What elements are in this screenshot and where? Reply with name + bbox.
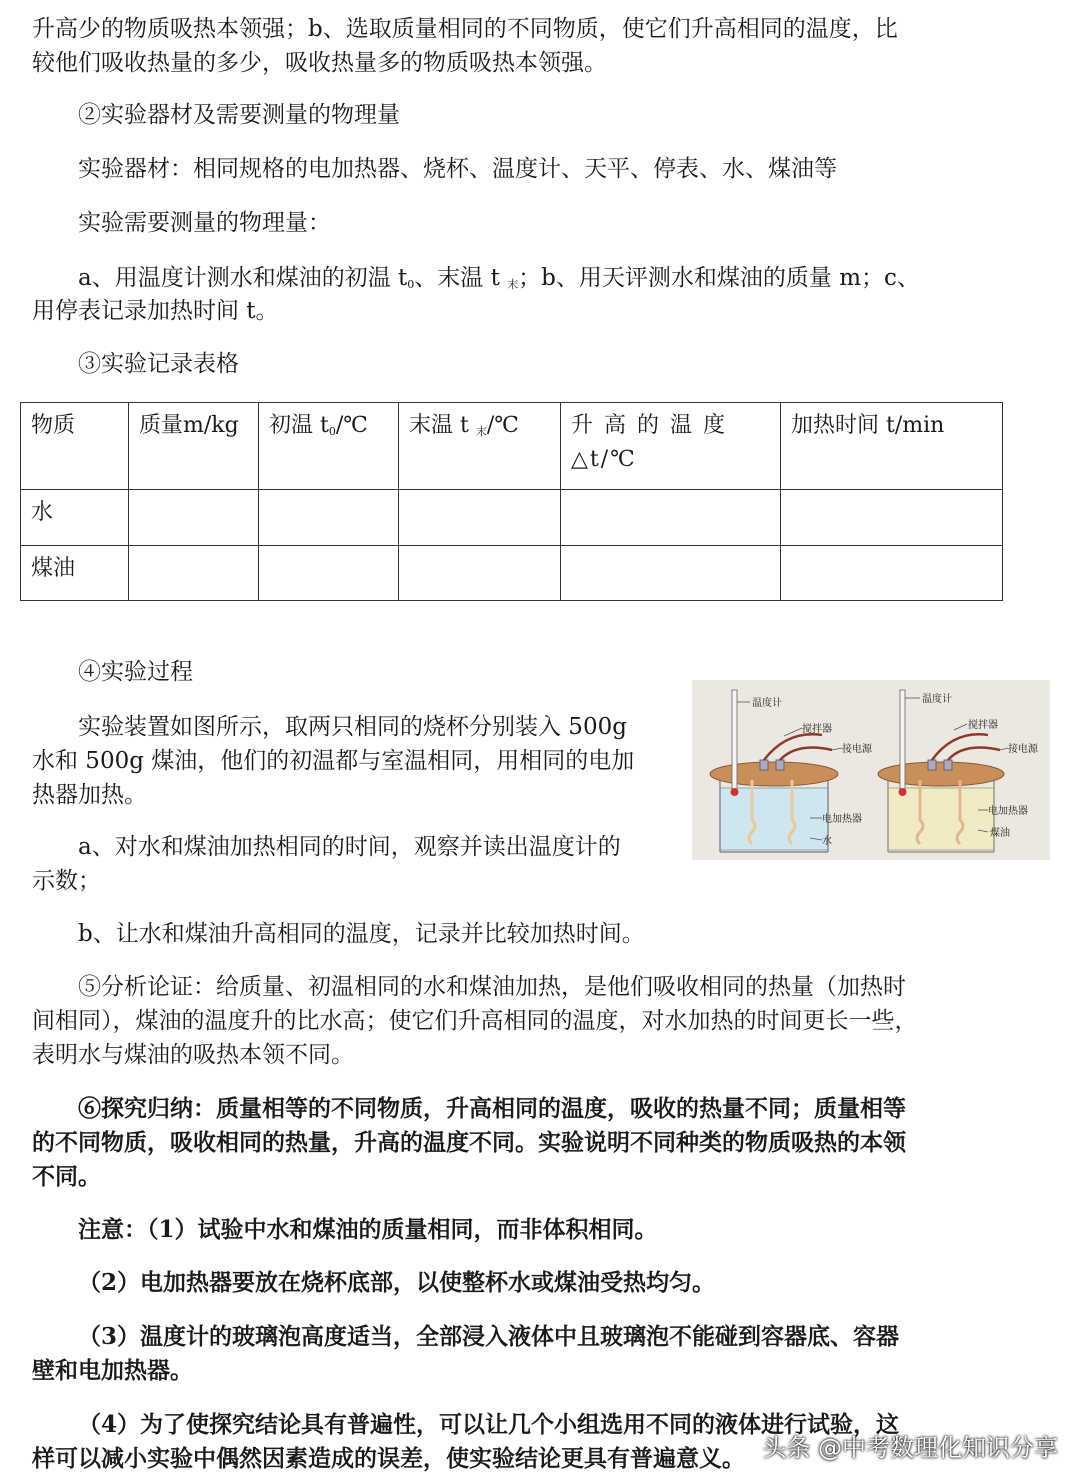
note-line: （2）电加热器要放在烧杯底部，以使整杯水或煤油受热均匀。 — [78, 1269, 716, 1296]
table-cell: 水 — [21, 490, 129, 546]
table-header-cell: 物质 — [21, 403, 129, 490]
table-cell — [399, 546, 561, 601]
table-header-cell: 加热时间 t/min — [781, 403, 1003, 490]
label-kerosene: 煤油 — [990, 828, 1010, 839]
text-line: 水和 500g 煤油，他们的初温都与室温相同，用相同的电加 — [32, 748, 635, 774]
text-line: a、对水和煤油加热相同的时间，观察并读出温度计的 — [78, 834, 621, 860]
experiment-figure — [692, 680, 1050, 860]
label-heater: 电加热器 — [822, 814, 862, 825]
watermark-text: 头条 @中考数理化知识分享 — [762, 1434, 1058, 1462]
text-line: 较他们吸收热量的多少，吸收热量多的物质吸热本领强。 — [32, 50, 607, 76]
section-heading: ④实验过程 — [78, 659, 193, 685]
table-cell — [399, 490, 561, 546]
note-line: 样可以减小实验中偶然因素造成的误差，使实验结论更具有普遍意义。 — [32, 1445, 745, 1472]
label-power: 接电源 — [1008, 744, 1038, 755]
text-line: 间相同），煤油的温度升的比水高；使它们升高相同的温度，对水加热的时间更长一些， — [32, 1008, 918, 1034]
table-cell: 煤油 — [21, 546, 129, 601]
table-row — [21, 490, 1003, 546]
section-heading: ②实验器材及需要测量的物理量 — [78, 102, 400, 128]
label-water: 水 — [822, 836, 832, 847]
label-stirrer: 搅拌器 — [802, 724, 832, 735]
table-header-cell: 升 高 的 温 度 △t/℃ — [561, 403, 781, 490]
label-stirrer: 搅拌器 — [968, 720, 998, 731]
water-beaker — [710, 690, 838, 852]
table-row — [21, 546, 1003, 601]
table-header-cell: 质量m/kg — [129, 403, 259, 490]
text-line: 示数； — [32, 868, 101, 894]
table-cell — [781, 546, 1003, 601]
note-line: （4）为了使探究结论具有普遍性，可以让几个小组选用不同的液体进行试验，这 — [78, 1411, 900, 1438]
table-cell — [129, 546, 259, 601]
label-thermometer: 温度计 — [752, 698, 782, 709]
note-line: （3）温度计的玻璃泡高度适当，全部浸入液体中且玻璃泡不能碰到容器底、容器 — [78, 1323, 900, 1350]
table-cell — [259, 490, 399, 546]
table-cell — [561, 490, 781, 546]
watermark — [762, 1428, 1058, 1463]
table-cell — [561, 546, 781, 601]
text-line: 不同。 — [32, 1163, 101, 1190]
text-line: a、用温度计测水和煤油的初温 $t_0$、末温 t $_末$；b、用天评测水和煤油的质量 m；c、 — [78, 265, 920, 291]
text-line: ⑤分析论证：给质量、初温相同的水和煤油加热，是他们吸收相同的热量（加热时 — [78, 974, 906, 1000]
text-line: 升高少的物质吸热本领强；b、选取质量相同的不同物质，使它们升高相同的温度，比 — [32, 16, 898, 42]
table-header-row — [21, 403, 1003, 490]
table-cell — [129, 490, 259, 546]
label-power: 接电源 — [842, 744, 872, 755]
section-heading: ③实验记录表格 — [78, 351, 239, 377]
text-line: 实验需要测量的物理量： — [78, 210, 331, 236]
table-cell — [259, 546, 399, 601]
table-header-cell: 初温 $t_0/℃$ — [259, 403, 399, 490]
text-line: 实验器材：相同规格的电加热器、烧杯、温度计、天平、停表、水、煤油等 — [78, 156, 837, 182]
text-line: 热器加热。 — [32, 782, 147, 808]
apparatus-illustration — [692, 680, 1050, 860]
table-header-cell: 末温 t $_末$/℃ — [399, 403, 561, 490]
label-heater: 电加热器 — [988, 806, 1028, 817]
text-line: b、让水和煤油升高相同的温度，记录并比较加热时间。 — [78, 921, 645, 947]
text-line: 实验装置如图所示，取两只相同的烧杯分别装入 500g — [78, 714, 627, 740]
text-line: ⑥探究归纳：质量相等的不同物质，升高相同的温度，吸收的热量不同；质量相等 — [78, 1095, 906, 1122]
label-thermometer: 温度计 — [922, 694, 952, 705]
record-table — [20, 402, 1003, 601]
note-line: 壁和电加热器。 — [32, 1357, 193, 1384]
text-line: 的不同物质，吸收相同的热量，升高的温度不同。实验说明不同种类的物质吸热的本领 — [32, 1129, 906, 1156]
table-cell — [781, 490, 1003, 546]
kerosene-beaker — [878, 690, 1004, 852]
note-line: 注意：（1）试验中水和煤油的质量相同，而非体积相同。 — [78, 1216, 658, 1243]
text-line: 表明水与煤油的吸热本领不同。 — [32, 1042, 354, 1068]
text-line: 用停表记录加热时间 t。 — [32, 298, 279, 324]
